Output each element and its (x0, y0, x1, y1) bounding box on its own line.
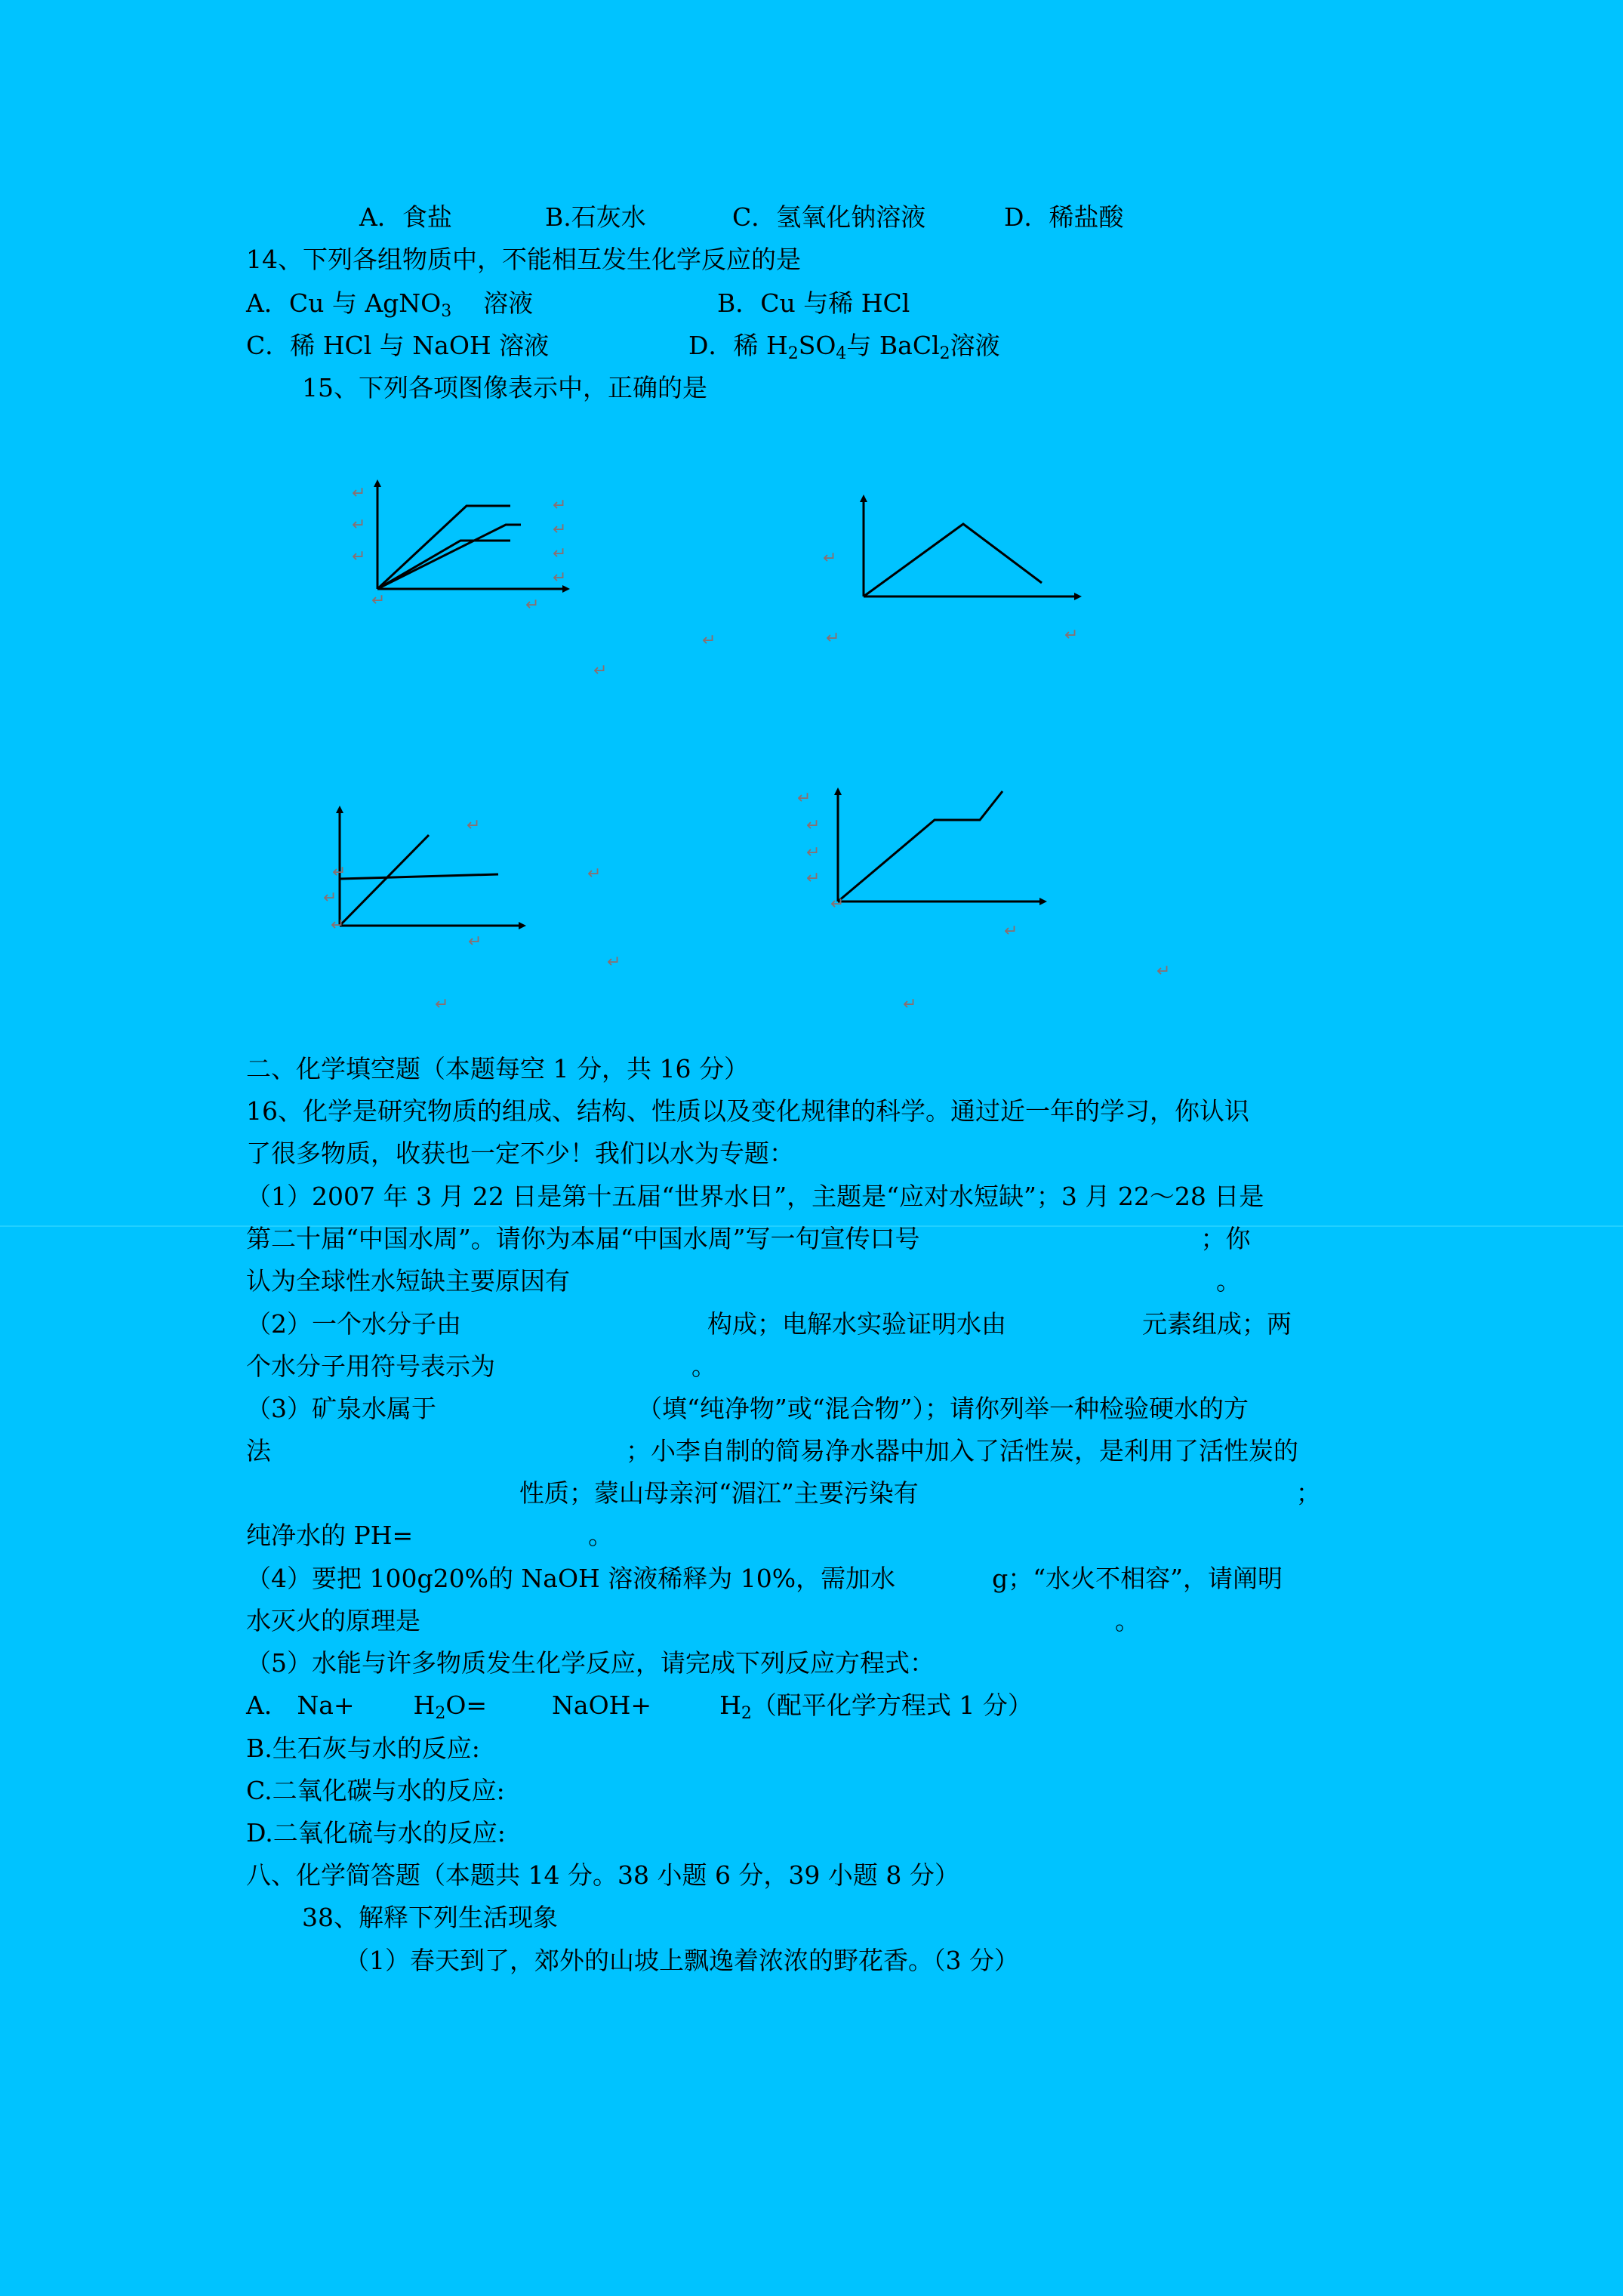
return-mark: ↵ (352, 516, 366, 535)
graph-a (332, 476, 581, 627)
q14-option-d: D．稀 $H_2SO_4$与 BaCl$_2$溶液 (688, 331, 1000, 363)
return-mark: ↵ (1064, 626, 1079, 645)
part-3-line-2: 法 ；小李自制的简易净水器中加入了活性炭，是利用了活性炭的 (246, 1436, 1298, 1465)
option-d: D．稀盐酸 (1004, 202, 1124, 232)
return-mark: ↵ (1156, 962, 1171, 981)
option-b: B.石灰水 (545, 202, 646, 232)
return-mark: ↵ (323, 889, 337, 908)
part-5-line-1: （5）水能与许多物质发生化学反应，请完成下列反应方程式： (246, 1648, 935, 1678)
part-1-line-3: 认为全球性水短缺主要原因有 。 (246, 1266, 1241, 1296)
q14-option-a: A．Cu 与 AgNO$_3$ 溶液 (246, 288, 534, 321)
return-mark: ↵ (903, 995, 917, 1014)
part-3-line-1: （3）矿泉水属于 （填“纯净物”或“混合物”）；请你列举一种检验硬水的方 (246, 1394, 1249, 1423)
part-2-line-1: （2）一个水分子由 构成；电解水实验证明水由 元素组成；两 (246, 1309, 1292, 1339)
section-8-heading: 八、化学简答题（本题共 14 分。38 小题 6 分，39 小题 8 分） (246, 1860, 959, 1890)
return-mark: ↵ (467, 816, 481, 835)
return-mark: ↵ (371, 591, 386, 610)
q16-line-1: 16、化学是研究物质的组成、结构、性质以及变化规律的科学。通过近一年的学习，你认识 (246, 1096, 1249, 1126)
return-mark: ↵ (702, 631, 716, 650)
part-2-line-2: 个水分子用符号表示为 。 (246, 1351, 716, 1381)
curve-1 (838, 791, 1002, 901)
curve-2 (340, 874, 498, 879)
return-mark: ↵ (435, 995, 449, 1014)
return-mark: ↵ (826, 629, 840, 648)
curve-1 (864, 524, 1042, 596)
question-38: 38、解释下列生活现象 (302, 1903, 558, 1932)
return-mark: ↵ (331, 916, 345, 935)
q14-option-c: C．稀 HCl 与 NaOH 溶液 (246, 331, 550, 360)
graph-b (815, 491, 1095, 649)
part-5-c: C.二氧化碳与水的反应: (246, 1776, 505, 1805)
return-mark: ↵ (352, 547, 366, 566)
curve-1 (340, 835, 429, 926)
part-4-line-1: （4）要把 100g20%的 NaOH 溶液稀释为 10%，需加水 g；“水火不相容”，请阐明 (246, 1564, 1283, 1593)
part-5-d: D.二氧化硫与水的反应: (246, 1818, 506, 1848)
return-mark: ↵ (593, 661, 608, 680)
part-3-line-3: 性质；蒙山母亲河“湄江”主要污染有 ； (519, 1478, 1321, 1508)
part-1-line-1: （1）2007 年 3 月 22 日是第十五届“世界水日”，主题是“应对水短缺”；3 月 22～28 日是 (246, 1182, 1264, 1211)
return-mark: ↵ (553, 496, 567, 515)
part-3-line-4: 纯净水的 PH= 。 (246, 1521, 614, 1550)
q14-option-b: B．Cu 与稀 HCl (717, 288, 910, 318)
graph-d (793, 781, 1110, 947)
return-mark: ↵ (553, 569, 567, 587)
return-mark: ↵ (468, 932, 482, 951)
return-mark: ↵ (806, 843, 821, 862)
graph-c (317, 800, 602, 951)
q16-line-2: 了很多物质，收获也一定不少！我们以水为专题： (246, 1139, 794, 1168)
part-5-equation-a: A． $Na+ H_2O=$ NaOH+ $H_2$（配平化学方程式 1 分） (246, 1690, 1033, 1723)
return-mark: ↵ (830, 895, 845, 914)
question-15-stem: 15、下列各项图像表示中，正确的是 (302, 373, 707, 402)
question-14-stem: 14、下列各组物质中，不能相互发生化学反应的是 (246, 245, 801, 274)
return-mark: ↵ (332, 863, 346, 882)
option-a: A．食盐 (359, 202, 452, 232)
return-mark: ↵ (797, 789, 812, 808)
return-mark: ↵ (587, 864, 602, 883)
part-4-line-2: 水灭火的原理是 。 (246, 1606, 1140, 1635)
option-c: C．氢氧化钠溶液 (732, 202, 926, 232)
return-mark: ↵ (1004, 922, 1018, 941)
section-2-heading: 二、化学填空题（本题每空 1 分，共 16 分） (246, 1054, 749, 1083)
curve-3 (377, 525, 521, 589)
return-mark: ↵ (525, 596, 540, 615)
part-1-line-2: 第二十届“中国水周”。请你为本届“中国水周”写一句宣传口号 ；你 (246, 1224, 1251, 1253)
question-38-1: （1）春天到了，郊外的山坡上飘逸着浓浓的野花香。（3 分） (344, 1946, 1019, 1975)
return-mark: ↵ (553, 520, 567, 539)
return-mark: ↵ (823, 549, 837, 568)
curve-2 (377, 541, 510, 589)
return-mark: ↵ (806, 816, 821, 835)
return-mark: ↵ (607, 953, 621, 972)
return-mark: ↵ (553, 544, 567, 563)
part-5-b: B.生石灰与水的反应: (246, 1734, 480, 1763)
return-mark: ↵ (352, 484, 366, 503)
return-mark: ↵ (806, 869, 821, 888)
